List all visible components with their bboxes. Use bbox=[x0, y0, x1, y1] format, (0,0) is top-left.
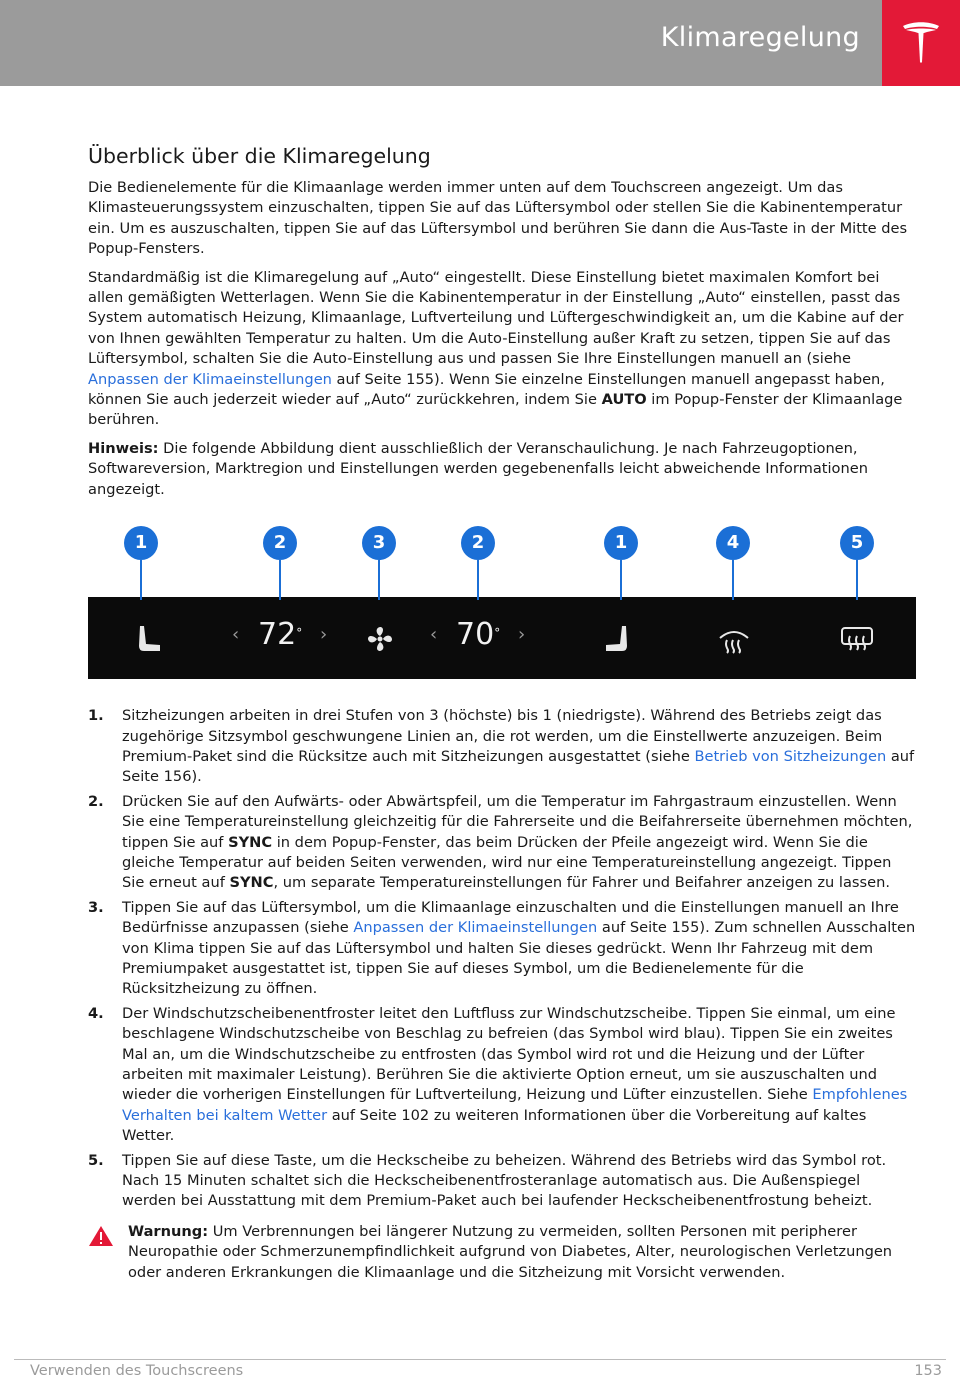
callout-3-fan: 3 bbox=[362, 526, 396, 600]
touchscreen-climate-bar bbox=[88, 597, 916, 679]
link-climate-settings-2[interactable]: Anpassen der Klimaeinstellungen bbox=[353, 919, 598, 937]
passenger-temp-value: 70° bbox=[456, 617, 501, 653]
note-paragraph: Hinweis: Die folgende Abbildung dient ausschließlich der Veranschaulichung. Je nach Fahrzeugoptionen, Softwareversion, Marktregion und Einstellungen werden gegebenenfalls leicht abweichende Informationen angezeigt. bbox=[88, 439, 868, 498]
callout-5-rear-defrost: 5 bbox=[840, 526, 874, 600]
numbered-list bbox=[88, 706, 916, 1212]
link-climate-settings[interactable]: Anpassen der Klimaeinstellungen bbox=[88, 370, 332, 388]
callout-1-passenger-seat: 1 bbox=[604, 526, 638, 600]
fan-icon[interactable] bbox=[365, 624, 395, 654]
intro-paragraph: Die Bedienelemente für die Klimaanlage werden immer unten auf dem Touchscreen angezeigt. Um das Klimasteuerungssystem einzuschalten, tippen Sie auf das Lüftersymbol oder stellen Sie die Kabinentemperatur ein. Um es auszuschalten, tippen Sie auf das Lüftersymbol und berühren Sie dann die Aus-Taste in der Mitte des Popup-Fensters. bbox=[88, 179, 908, 258]
list-item: 3. Tippen Sie auf das Lüftersymbol, um die Klimaanlage einzuschalten und die Einstellungen manuell an Ihre Bedürfnisse anzupassen (siehe Anpassen der Klimaeinstellungen auf Seite 155). Zum schnellen Ausschalten von Klima tippen Sie auf das Lüftersymbol und halten Sie dieses gedrückt. Wenn Ihr Fahrzeug mit dem Premiumpaket ausgestattet ist, tippen Sie auf dieses Symbol, um die Bedienelemente für die Rücksitzheizung zu öffnen. bbox=[88, 898, 916, 998]
driver-temp-down-arrow[interactable]: ‹ bbox=[232, 624, 240, 646]
front-defrost-icon[interactable] bbox=[718, 628, 750, 654]
footer-divider bbox=[14, 1359, 946, 1360]
seat-heater-icon[interactable] bbox=[134, 624, 164, 656]
brand-logo bbox=[882, 0, 960, 86]
list-item: 1. Sitzheizungen arbeiten in drei Stufen von 3 (höchste) bis 1 (niedrigste). Während des Betriebs zeigt das zugehörige Sitzsymbol geschwungene Linien an, die rot werden, um die Einstellwerte anzuzeigen. Beim Premium-Paket sind die Rücksitze auch mit Sitzheizungen ausgestattet (siehe Betrieb von Sitzheizungen auf Seite 156). bbox=[88, 707, 915, 786]
tesla-logo-icon bbox=[901, 20, 941, 64]
warning-triangle-icon bbox=[88, 1225, 114, 1247]
callout-1-driver-seat: 1 bbox=[124, 526, 158, 600]
auto-paragraph: Standardmäßig ist die Klimaregelung auf „Auto“ eingestellt. Diese Einstellung bietet maximalen Komfort bei allen gemäßigten Wetterlagen. Wenn Sie die Kabinentemperatur in der Einstellung „Auto“ einstellen, passt das System automatisch Heizung, Klimaanlage, Luftverteilung und Lüftergeschwindigkeit an, um die Kabine auf der von Ihnen gewählten Temperatur zu halten. Um die Auto-Einstellung außer Kraft zu setzen, tippen Sie auf das Lüftersymbol, schalten Sie die Auto-Einstellung aus und passen Sie Ihre Einstellungen manuell an (siehe Anpassen der Klimaeinstellungen auf Seite 155). Wenn Sie einzelne Einstellungen manuell angepasst haben, können Sie auch jederzeit wieder auf „Auto“ zurückkehren, indem Sie AUTO im Popup-Fenster der Klimaanlage berühren. bbox=[88, 268, 904, 429]
list-item: 5. Tippen Sie auf diese Taste, um die Heckscheibe zu beheizen. Während des Betriebs wird das Symbol rot. Nach 15 Minuten schaltet sich die Heckscheibenentfrosteranlage automatisch aus. Die Außenspiegel werden bei Ausstattung mit dem Premium-Paket auch bei laufender Heckscheibenentfrostung beheizt. bbox=[88, 1151, 887, 1210]
list-item: 2. Drücken Sie auf den Aufwärts- oder Abwärtspfeil, um die Temperatur im Fahrgastraum einzustellen. Wenn Sie eine Temperatureinstellung gleichzeitig für die Fahrerseite und die Beifahrerseite übernehmen möchten, tippen Sie auf SYNC in dem Popup-Fenster, das beim Drücken der Pfeile angezeigt wird. Wenn Sie die gleiche Temperatur auf beiden Seiten verwenden, wird nur eine Temperatureinstellung angezeigt. Tippen Sie erneut auf SYNC, um separate Temperatureinstellungen für Fahrer und Beifahrer anzeigen zu lassen. bbox=[88, 792, 913, 892]
seat-heater-icon-passenger[interactable] bbox=[602, 624, 632, 656]
page-header bbox=[0, 0, 960, 86]
main-content bbox=[88, 142, 916, 1283]
passenger-temp-up-arrow[interactable]: › bbox=[518, 624, 526, 646]
callout-2-passenger-temp: 2 bbox=[461, 526, 495, 600]
page-number: 153 bbox=[914, 1363, 942, 1379]
page-heading: Überblick über die Klimaregelung bbox=[88, 144, 431, 168]
footer-section: Verwenden des Touchscreens bbox=[30, 1363, 244, 1379]
driver-temp-up-arrow[interactable]: › bbox=[320, 624, 328, 646]
warning-text: Um Verbrennungen bei längerer Nutzung zu vermeiden, sollten Personen mit peripherer Neuropathie oder Schmerzunempfindlichkeit aufgrund von Diabetes, Alter, neurologischen Verletzungen oder anderen Erkrankungen die Klimaanlage und die Sitzheizung mit Vorsicht verwenden. bbox=[128, 1222, 893, 1281]
climate-control-figure bbox=[88, 526, 916, 696]
driver-temp-value: 72° bbox=[258, 617, 303, 653]
callout-2-driver-temp: 2 bbox=[263, 526, 297, 600]
list-item: 4. Der Windschutzscheibenentfroster leitet den Luftfluss zur Windschutzscheibe. Tippen Sie einmal, um eine beschlagene Windschutzscheibe von Beschlag zu befreien (das Symbol wird blau). Tippen Sie ein zweites Mal an, um die Windschutzscheibe zu entfrosten (das Symbol wird rot und die Heizung und der Lüfter arbeiten mit maximaler Leistung). Berühren Sie die aktivierte Option erneut, um sie auszuschalten und wieder die vorherigen Einstellungen für Luftverteilung, Heizung und Lüfter einzustellen. Siehe Empfohlenes Verhalten bei kaltem Wetter auf Seite 102 zu weiteren Informationen über die Vorbereitung auf kaltes Wetter. bbox=[88, 1004, 908, 1145]
link-seat-heaters[interactable]: Betrieb von Sitzheizungen bbox=[694, 747, 887, 765]
warning-block bbox=[88, 1222, 916, 1283]
callout-4-front-defrost: 4 bbox=[716, 526, 750, 600]
passenger-temp-down-arrow[interactable]: ‹ bbox=[430, 624, 438, 646]
link-cold-weather[interactable]: Empfohlenes Verhalten bei kaltem Wetter bbox=[122, 1086, 908, 1124]
warning-label: Warnung: bbox=[128, 1222, 209, 1240]
note-label: Hinweis: bbox=[88, 439, 159, 457]
page-section-title: Klimaregelung bbox=[660, 22, 860, 53]
rear-defrost-icon[interactable] bbox=[840, 626, 874, 654]
